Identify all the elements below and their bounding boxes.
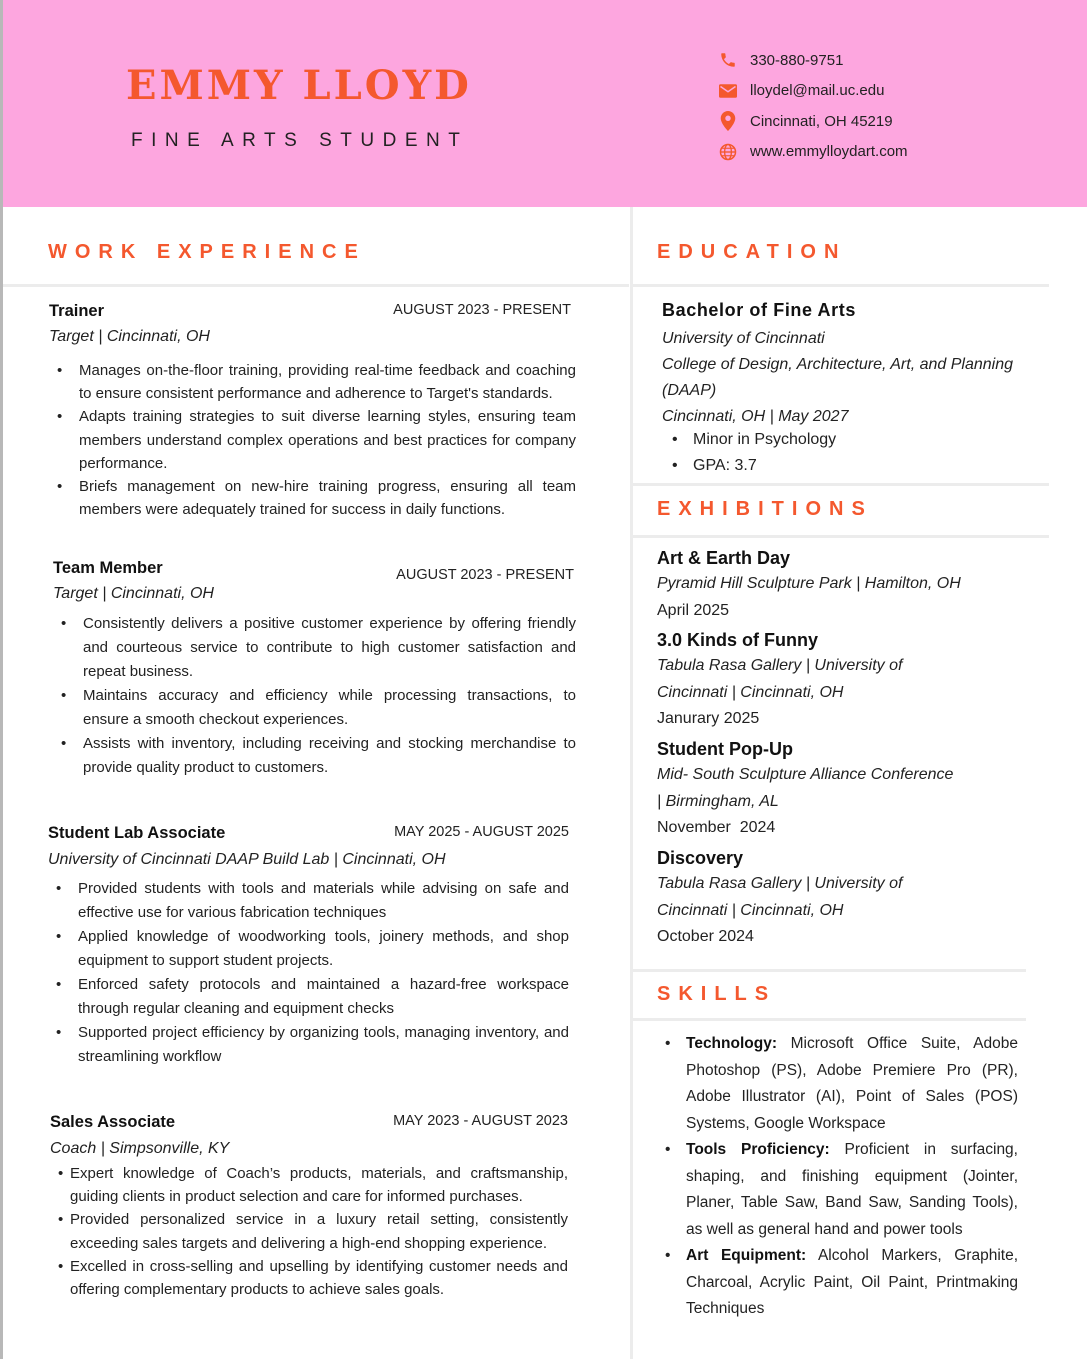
exhibition-title: Art & Earth Day — [657, 548, 791, 568]
phone-icon — [718, 50, 738, 70]
list-item: • Provided students with tools and materials while advising on safe and effective use for various fabrication techniques — [48, 877, 569, 925]
list-item: • Assists with inventory, including receiving and stocking merchandise to provide quality product to customers. — [53, 732, 576, 780]
candidate-subtitle: FINE ARTS STUDENT — [131, 130, 469, 151]
job-bullets — [50, 1162, 568, 1301]
skills-list — [662, 1031, 1018, 1323]
job-date: MAY 2023 - AUGUST 2023 — [393, 1113, 568, 1129]
candidate-name: EMMY LLOYD — [126, 62, 472, 109]
exhibitions-bottom-divider — [633, 969, 1026, 972]
education-bottom-divider — [633, 483, 1049, 486]
contact-list — [718, 45, 908, 167]
job-title: Team Member — [53, 559, 163, 577]
exhibition-date: November 2024 — [657, 819, 776, 836]
exhibition-art-earth-day — [657, 545, 997, 624]
education-title-divider — [633, 284, 1049, 287]
column-divider — [630, 207, 633, 1359]
list-item: • Provided personalized service in a luxury retail setting, consistently exceeding sales targets and delivering a high-end shopping experience. — [50, 1208, 568, 1254]
exhibition-date: October 2024 — [657, 928, 754, 945]
job-title: Trainer — [49, 302, 105, 320]
location-pin-icon — [718, 111, 738, 131]
exhibition-student-pop-up — [657, 736, 962, 841]
skill-label: Art Equipment: — [686, 1247, 807, 1264]
exhibition-venue: Mid- South Sculpture Alliance Conference | Birmingham, AL — [657, 766, 954, 810]
job-organization: Coach | Simpsonville, KY — [50, 1140, 230, 1157]
skill-tools — [662, 1137, 1018, 1243]
list-item: • Adapts training strategies to suit diverse learning styles, ensuring team members understand complex operations and best practices for company performance. — [49, 405, 576, 475]
exhibition-venue: Pyramid Hill Sculpture Park | Hamilton, OH — [657, 575, 961, 592]
contact-location — [718, 106, 908, 137]
list-item: • Consistently delivers a positive customer experience by offering friendly and courteous service to contribute to high customer satisfaction and repeat business. — [53, 612, 576, 684]
exhibition-kinds-of-funny — [657, 627, 977, 732]
list-item: • Minor in Psychology — [662, 427, 1022, 453]
list-item: • Excelled in cross-selling and upselling by identifying customer needs and offering complementary products to achieve sales goals. — [50, 1255, 568, 1301]
job-date: AUGUST 2023 - PRESENT — [393, 302, 571, 318]
exhibitions-heading: EXHIBITIONS — [657, 498, 873, 520]
exhibition-title: Discovery — [657, 848, 744, 868]
job-bullets — [49, 359, 576, 521]
work-experience-heading: WORK EXPERIENCE — [48, 241, 366, 263]
exhibition-title: 3.0 Kinds of Funny — [657, 630, 819, 650]
list-item: • Briefs management on new-hire training progress, ensuring all team members were adequately trained for success in daily functions. — [49, 475, 576, 521]
contact-phone-text: 330-880-9751 — [750, 51, 844, 69]
education-heading: EDUCATION — [657, 241, 847, 263]
contact-email-text: lloydel@mail.uc.edu — [750, 82, 885, 100]
job-bullets — [53, 612, 576, 780]
list-item: • Enforced safety protocols and maintained a hazard-free workspace through regular cleaning and equipment checks — [48, 973, 569, 1021]
exhibition-venue: Tabula Rasa Gallery | University of Cincinnati | Cincinnati, OH — [657, 657, 903, 701]
skill-text: Microsoft Office Suite, Adobe Photoshop (PS), Adobe Premiere Pro (PR), Adobe Illustrator (AI), Point of Sales (POS) Systems, Google Workspace — [686, 1035, 1019, 1132]
contact-website — [718, 137, 908, 168]
exhibition-date: April 2025 — [657, 601, 730, 619]
mail-icon — [718, 81, 738, 101]
exhibitions-title-divider — [633, 535, 1049, 538]
contact-phone — [718, 45, 908, 76]
skill-label: Technology: — [686, 1035, 777, 1052]
exhibition-title: Student Pop-Up — [657, 739, 793, 759]
education-school: University of Cincinnati — [662, 330, 825, 347]
skills-heading: SKILLS — [657, 983, 777, 1005]
contact-email — [718, 76, 908, 107]
skill-art-equipment — [662, 1243, 1018, 1323]
list-item: • GPA: 3.7 — [662, 453, 1022, 479]
job-title: Student Lab Associate — [48, 824, 226, 842]
job-organization: Target | Cincinnati, OH — [49, 328, 210, 345]
skill-label: Tools Proficiency: — [686, 1141, 830, 1158]
exhibition-venue: Tabula Rasa Gallery | University of Cincinnati | Cincinnati, OH — [657, 875, 903, 919]
exhibition-date: Janurary 2025 — [657, 710, 760, 727]
job-title: Sales Associate — [50, 1113, 176, 1131]
job-organization: Target | Cincinnati, OH — [53, 585, 214, 602]
exhibition-discovery — [657, 845, 977, 950]
education-entry — [662, 300, 1022, 479]
education-degree: Bachelor of Fine Arts — [662, 300, 856, 320]
list-item: • Supported project efficiency by organizing tools, managing inventory, and streamlining workflow — [48, 1021, 569, 1069]
skill-technology — [662, 1031, 1018, 1137]
education-bullets — [662, 427, 1022, 479]
contact-website-text: www.emmylloydart.com — [750, 143, 908, 161]
list-item: • Manages on-the-floor training, providing real-time feedback and coaching to ensure consistent performance and adherence to Target's standards. — [49, 359, 576, 405]
list-item: • Expert knowledge of Coach’s products, materials, and craftsmanship, guiding clients in product selection and care for informed purchases. — [50, 1162, 568, 1208]
list-item: • Applied knowledge of woodworking tools, joinery methods, and shop equipment to support student projects. — [48, 925, 569, 973]
contact-location-text: Cincinnati, OH 45219 — [750, 112, 893, 130]
skill-text: Proficient in surfacing, shaping, and finishing equipment (Jointer, Planer, Table Saw, Band Saw, Sanding Tools), as well as general hand and power tools — [686, 1141, 1018, 1238]
education-college: College of Design, Architecture, Art, and Planning (DAAP) — [662, 356, 1014, 399]
skill-text: Alcohol Markers, Graphite, Charcoal, Acrylic Paint, Oil Paint, Printmaking Techniques — [686, 1247, 1018, 1317]
job-bullets — [48, 877, 569, 1069]
list-item: • Maintains accuracy and efficiency while processing transactions, to ensure a smooth checkout experiences. — [53, 684, 576, 732]
education-location-date: Cincinnati, OH | May 2027 — [662, 408, 849, 425]
globe-icon — [718, 142, 738, 162]
job-date: AUGUST 2023 - PRESENT — [396, 567, 574, 583]
job-date: MAY 2025 - AUGUST 2025 — [394, 824, 569, 840]
skills-title-divider — [633, 1018, 1026, 1021]
header-banner — [3, 0, 1087, 207]
work-title-divider — [3, 284, 629, 287]
job-organization: University of Cincinnati DAAP Build Lab | Cincinnati, OH — [48, 851, 446, 868]
